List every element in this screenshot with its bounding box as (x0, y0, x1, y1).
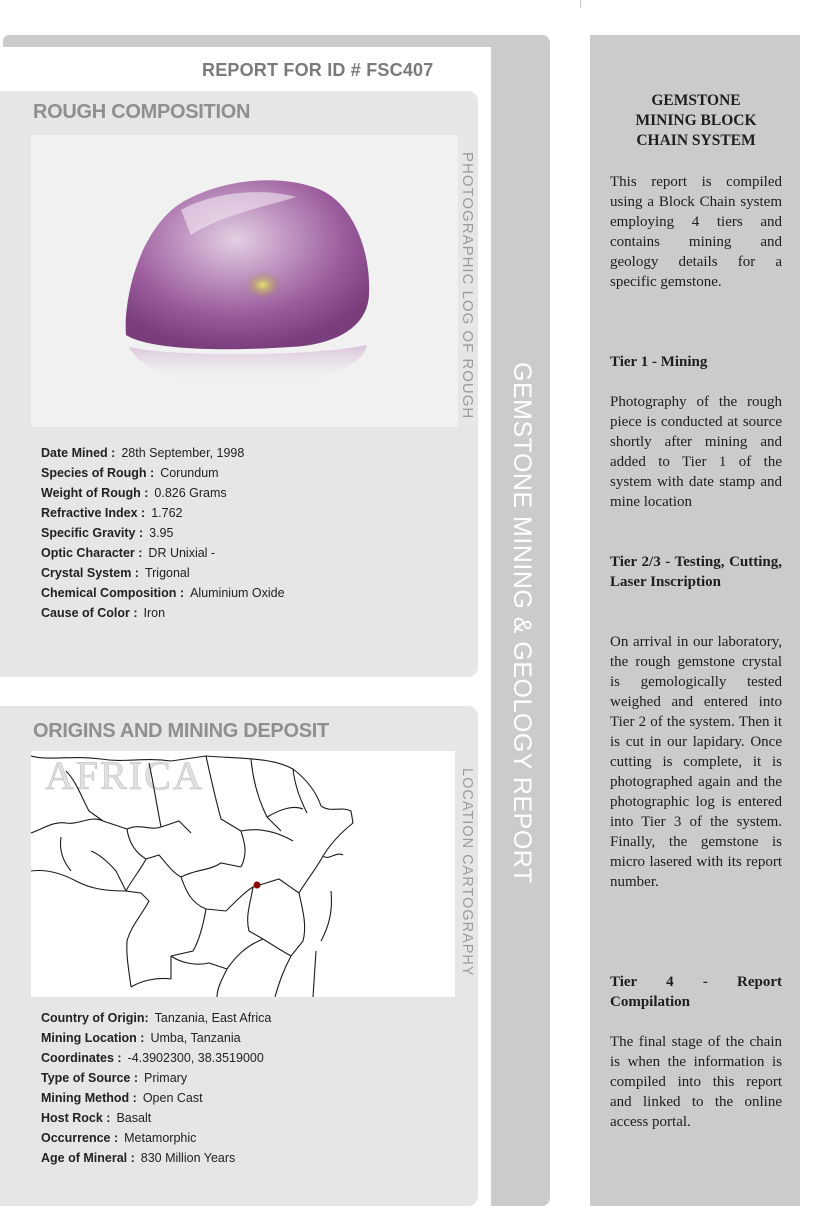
fact-mining-location: Mining Location : Umba, Tanzania (41, 1031, 241, 1045)
fact-coordinates: Coordinates : -4.3902300, 38.3519000 (41, 1051, 264, 1065)
fact-refractive-index: Refractive Index : 1.762 (41, 506, 183, 520)
fact-crystal-system: Crystal System : Trigonal (41, 566, 190, 580)
sidebar-title: GEMSTONE MINING BLOCK CHAIN SYSTEM (635, 92, 757, 149)
rough-photo (31, 135, 458, 427)
tier1-heading: Tier 1 - Mining (610, 354, 708, 370)
fact-specific-gravity: Specific Gravity : 3.95 (41, 526, 174, 540)
photographic-log-label: PHOTOGRAPHIC LOG OF ROUGH (459, 152, 476, 420)
origins-title: ORIGINS AND MINING DEPOSIT (33, 720, 329, 742)
report-id-heading: REPORT FOR ID # FSC407 (202, 60, 434, 80)
fact-weight: Weight of Rough : 0.826 Grams (41, 486, 227, 500)
gem-inclusion (245, 271, 281, 299)
fact-mining-method: Mining Method : Open Cast (41, 1091, 203, 1105)
tier1-text: Photography of the rough piece is conducted at source shortly after mining and added to Tier 1 of the system with date stamp and mine location (610, 394, 782, 510)
gemstone-image (31, 135, 458, 427)
fact-age-of-mineral: Age of Mineral : 830 Million Years (41, 1151, 236, 1165)
vertical-report-title: GEMSTONE MINING & GEOLOGY REPORT (508, 362, 536, 884)
rough-composition-title: ROUGH COMPOSITION (33, 101, 251, 123)
location-cartography-label: LOCATION CARTOGRAPHY (459, 768, 475, 977)
africa-map (31, 751, 455, 997)
tier4-heading: Tier 4 - Report Compilation (610, 974, 782, 1010)
map-region-label: AFRICA (45, 753, 204, 798)
fact-occurrence: Occurrence : Metamorphic (41, 1131, 197, 1145)
fact-source-type: Type of Source : Primary (41, 1071, 188, 1085)
top-frame-bar (3, 35, 549, 47)
fact-cause-of-color: Cause of Color : Iron (41, 606, 166, 620)
tier23-text: On arrival in our laboratory, the rough gemstone crystal is gemologically tested weighed and entered into Tier 2 of the system. Then it is cut in our lapidary. Once cutting is complete, it is photographed again and the photographic log is entered into Tier 3 of the system. Finally, the gemstone is micro lasered with its report number. (610, 634, 782, 890)
fact-species: Species of Rough : Corundum (41, 466, 219, 480)
fact-country: Country of Origin: Tanzania, East Africa (41, 1011, 272, 1025)
fact-chemical-composition: Chemical Composition : Aluminium Oxide (41, 586, 285, 600)
top-tick-mark (580, 0, 581, 8)
tier4-text: The final stage of the chain is when the information is compiled into this report and linked to the online access portal. (610, 1034, 782, 1130)
sidebar-intro: This report is compiled using a Block Chain system employing 4 tiers and contains mining and geology details for a specific gemstone. (610, 174, 782, 290)
fact-host-rock: Host Rock : Basalt (41, 1111, 152, 1125)
map-drawing (31, 751, 455, 997)
mine-location-marker (254, 882, 261, 889)
fact-optic-character: Optic Character : DR Unixial - (41, 546, 216, 560)
tier23-heading: Tier 2/3 - Testing, Cutting, Laser Inscription (610, 554, 782, 590)
gem-reflection (129, 345, 367, 385)
origin-facts-list (41, 1008, 271, 1168)
fact-date-mined: Date Mined : 28th September, 1998 (41, 446, 245, 460)
rough-facts-list (41, 443, 285, 623)
